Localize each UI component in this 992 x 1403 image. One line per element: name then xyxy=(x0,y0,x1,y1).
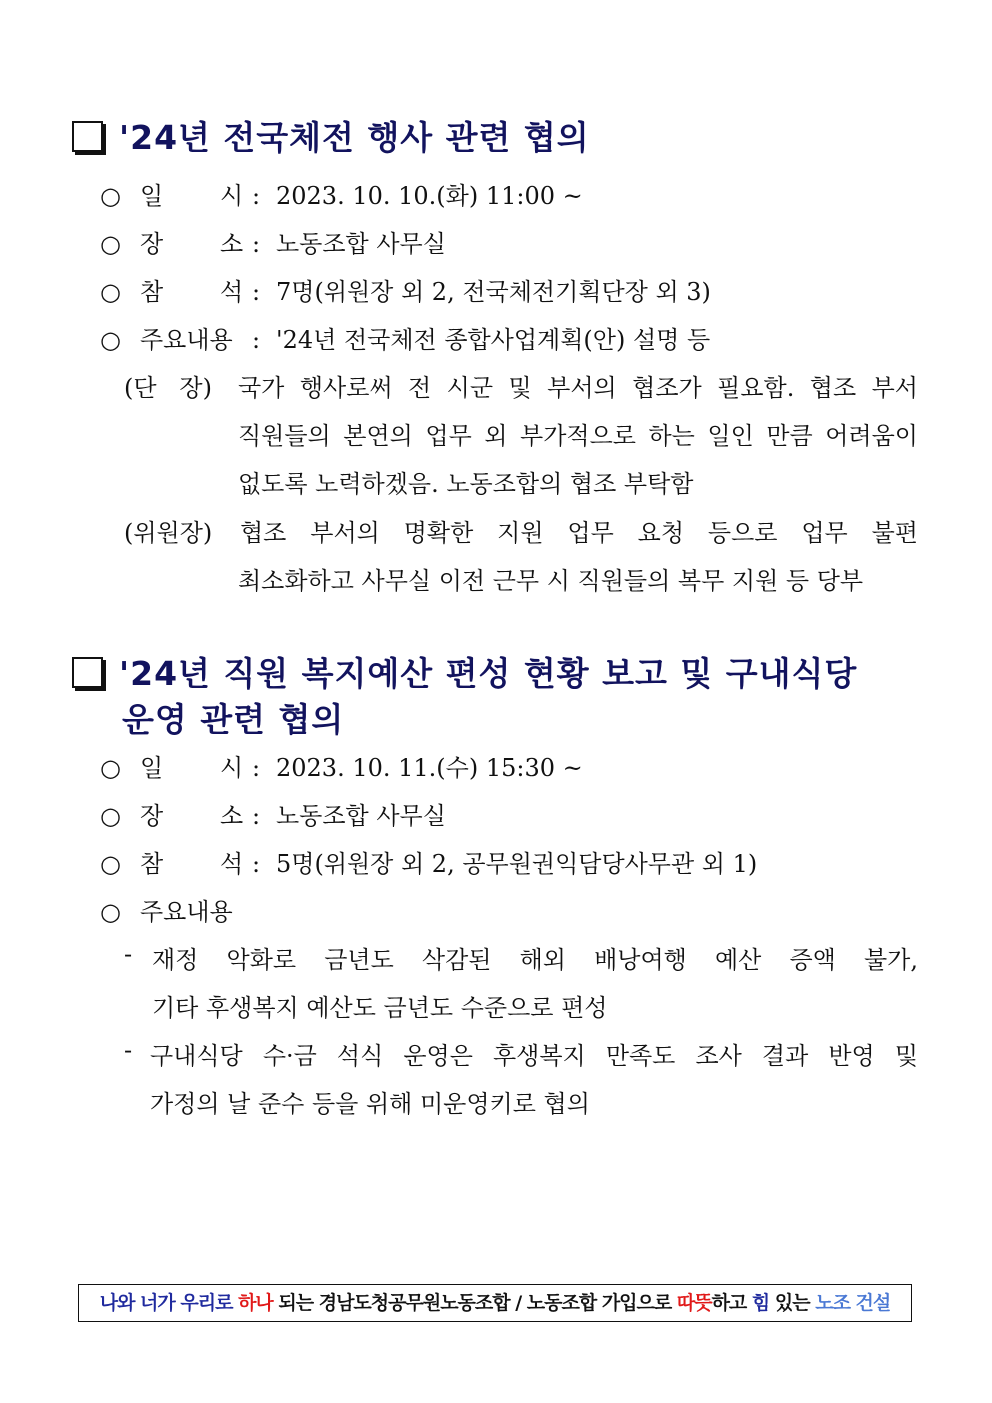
bullet-line: 기타 후생복지 예산도 금년도 수준으로 편성 xyxy=(152,994,608,1022)
item-value: 2023. 10. 11.(수) 15:30 ~ xyxy=(276,754,583,782)
section2-item-attendees xyxy=(100,844,757,879)
remark-line: 직원들의 본연의 업무 외 부가적으로 하는 일인 만큼 어려움이 xyxy=(238,422,918,450)
item-separator: : xyxy=(252,754,261,782)
item-label: 일 xyxy=(140,182,164,210)
item-value: 7명(위원장 외 2, 전국체전기획단장 외 3) xyxy=(276,278,711,306)
item-separator: : xyxy=(252,230,261,258)
item-label: 참 xyxy=(140,278,164,306)
item-label: 장 xyxy=(140,230,164,258)
circle-bullet-icon: ○ xyxy=(100,754,121,782)
item-separator: : xyxy=(252,850,261,878)
item-label: 소 xyxy=(220,802,244,830)
section1-title-text: '24년 전국체전 행사 관련 협의 xyxy=(119,118,590,157)
remark-line: 협조 부서의 명확한 지원 업무 요청 등으로 업무 불편 xyxy=(240,519,918,547)
bullet-line: 구내식당 수·금 석식 운영은 후생복지 만족도 조사 결과 반영 및 xyxy=(150,1042,918,1070)
item-label: 일 xyxy=(140,754,164,782)
bullet-line: 가정의 날 준수 등을 위해 미운영키로 협의 xyxy=(150,1090,590,1118)
section1-item-date xyxy=(100,176,583,211)
bullet-dash: - xyxy=(124,940,133,968)
item-label: 시 xyxy=(220,182,244,210)
section2-title-line1: '24년 직원 복지예산 편성 현황 보고 및 구내식당 xyxy=(119,654,858,693)
item-label: 주요내용 xyxy=(140,326,233,354)
item-value: 5명(위원장 외 2, 공무원권익담당사무관 외 1) xyxy=(276,850,758,878)
slogan-part: 따뜻 xyxy=(676,1292,712,1314)
section2-title xyxy=(72,648,857,695)
remark-speaker: (위원장) xyxy=(124,519,213,547)
slogan-part: 있는 xyxy=(769,1292,816,1314)
item-value: '24년 전국체전 종합사업계획(안) 설명 등 xyxy=(276,326,711,354)
remark-line: 없도록 노력하겠음. 노동조합의 협조 부탁함 xyxy=(238,470,694,498)
slogan-part: 힘 xyxy=(751,1292,770,1314)
item-separator: : xyxy=(252,278,261,306)
circle-bullet-icon: ○ xyxy=(100,850,121,878)
remark-line: 최소화하고 사무실 이전 근무 시 직원들의 복무 지원 등 당부 xyxy=(238,567,864,595)
item-separator: : xyxy=(252,802,261,830)
slogan-part: 하고 xyxy=(711,1292,752,1314)
section2-item-place xyxy=(100,796,446,831)
circle-bullet-icon: ○ xyxy=(100,278,121,306)
item-label: 석 xyxy=(220,850,244,878)
circle-bullet-icon: ○ xyxy=(100,898,121,926)
bullet-line: 재정 악화로 금년도 삭감된 해외 배낭여행 예산 증액 불가, xyxy=(152,946,918,974)
slogan-part: 하나 xyxy=(238,1292,273,1314)
item-label: 소 xyxy=(220,230,244,258)
section2-title-line2: 운영 관련 협의 xyxy=(122,700,345,739)
remark-speaker: (단 장) xyxy=(124,374,212,402)
remark-line: 국가 행사로써 전 시군 및 부서의 협조가 필요함. 협조 부서 xyxy=(238,374,918,402)
circle-bullet-icon: ○ xyxy=(100,182,121,210)
section2-item-content xyxy=(100,892,233,927)
item-separator: : xyxy=(252,182,261,210)
checkbox-square-icon xyxy=(72,121,103,152)
item-value: 노동조합 사무실 xyxy=(276,230,446,258)
circle-bullet-icon: ○ xyxy=(100,326,121,354)
circle-bullet-icon: ○ xyxy=(100,802,121,830)
bullet-dash: - xyxy=(124,1036,133,1064)
section1-item-place xyxy=(100,224,446,259)
section1-item-attendees xyxy=(100,272,711,307)
item-label: 석 xyxy=(220,278,244,306)
footer-slogan xyxy=(78,1284,912,1322)
item-separator: : xyxy=(252,326,261,354)
circle-bullet-icon: ○ xyxy=(100,230,121,258)
slogan-part: 노조 건설 xyxy=(815,1292,891,1314)
item-label: 시 xyxy=(220,754,244,782)
item-value: 2023. 10. 10.(화) 11:00 ~ xyxy=(276,182,583,210)
section1-title xyxy=(72,112,590,159)
checkbox-square-icon xyxy=(72,657,103,688)
section1-item-content xyxy=(100,320,710,355)
item-label: 참 xyxy=(140,850,164,878)
slogan-part: 나와 너가 우리로 xyxy=(99,1292,239,1314)
item-value: 노동조합 사무실 xyxy=(276,802,446,830)
item-label: 주요내용 xyxy=(140,898,233,926)
item-label: 장 xyxy=(140,802,164,830)
slogan-part: 되는 경남도청공무원노동조합 / 노동조합 가입으로 xyxy=(272,1292,677,1314)
section2-item-date xyxy=(100,748,583,783)
